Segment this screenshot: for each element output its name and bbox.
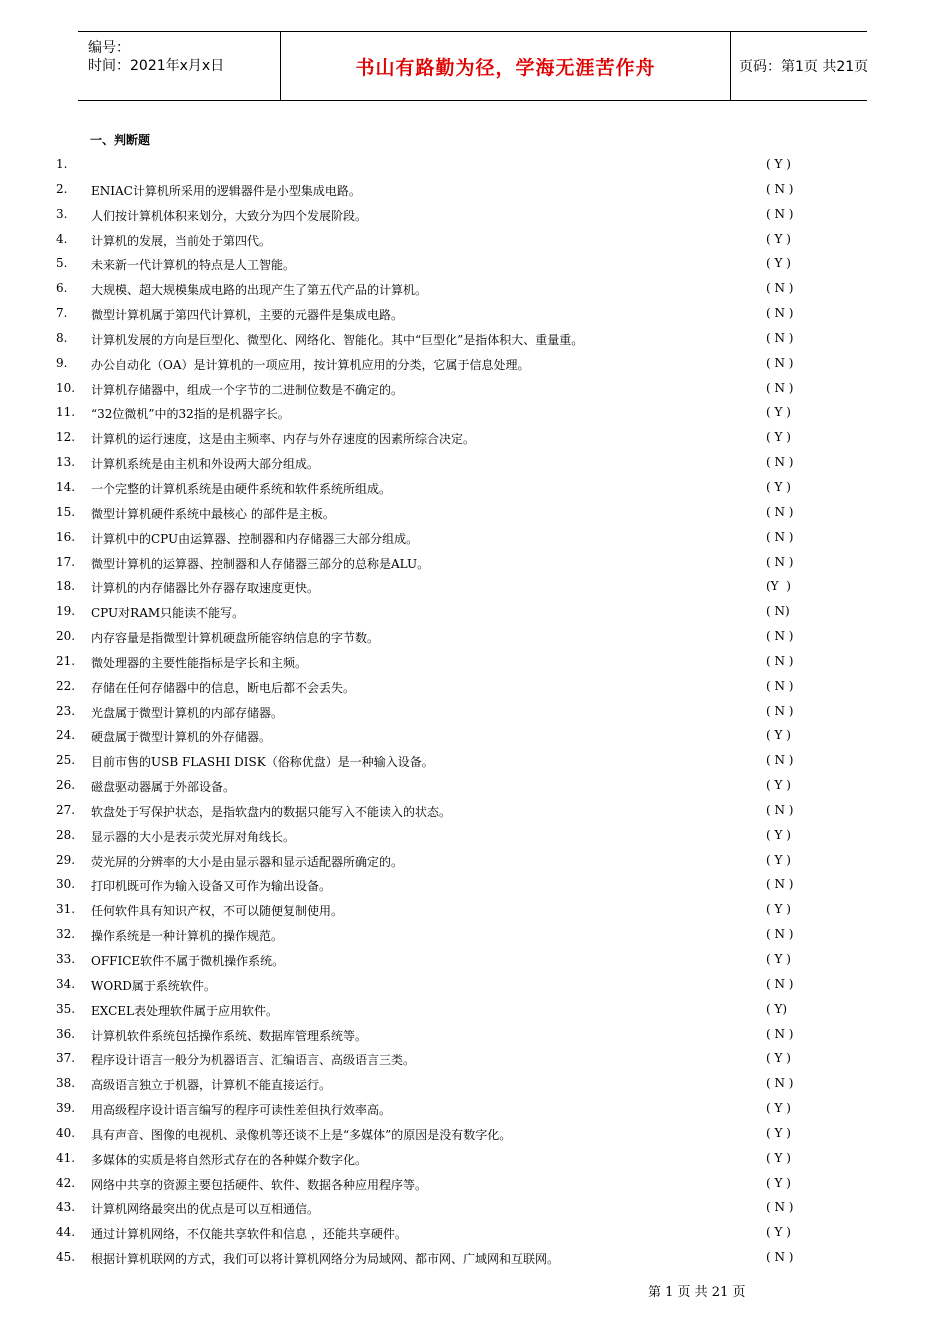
- question-text: 高级语言独立于机器，计算机不能直接运行。: [91, 1078, 332, 1093]
- question-row: [0, 1025, 950, 1050]
- question-text: 目前市售的USB FLASHI DISK（俗称优盘）是一种输入设备。: [91, 755, 434, 770]
- question-answer: ( Y ): [766, 231, 791, 246]
- question-text: 人们按计算机体积来划分，大致分为四个发展阶段。: [91, 208, 368, 223]
- question-text: 具有声音、图像的电视机、录像机等还谈不上是“多媒体”的原因是没有数字化。: [91, 1127, 512, 1142]
- question-number: 28.: [56, 827, 76, 842]
- question-row: [0, 453, 950, 478]
- question-number: 3.: [56, 206, 68, 221]
- question-row: [0, 1000, 950, 1025]
- question-text: 硬盘属于微型计算机的外存储器。: [91, 730, 272, 745]
- question-number: 36.: [56, 1026, 76, 1041]
- question-number: 19.: [56, 604, 76, 619]
- question-answer: ( Y ): [766, 479, 791, 494]
- question-text: OFFICE软件不属于微机操作系统。: [91, 954, 285, 968]
- time-label: 时间：2021年x月x日: [88, 58, 225, 74]
- question-answer: ( N ): [766, 504, 794, 519]
- question-answer: ( N ): [766, 355, 794, 370]
- question-text: 操作系统是一种计算机的操作规范。: [91, 929, 284, 944]
- question-number: 23.: [56, 703, 76, 718]
- question-answer: ( Y ): [766, 952, 791, 966]
- question-text: 计算机的发展，当前处于第四代。: [91, 233, 272, 248]
- question-text: 计算机系统是由主机和外设两大部分组成。: [91, 457, 320, 472]
- question-number: 29.: [56, 852, 76, 867]
- question-text: 多媒体的实质是将自然形式存在的各种媒介数字化。: [91, 1152, 368, 1167]
- question-answer: ( N ): [766, 281, 794, 296]
- question-answer: ( Y ): [766, 1051, 791, 1066]
- question-row: [0, 702, 950, 727]
- question-number: 11.: [56, 405, 76, 420]
- question-number: 18.: [56, 579, 76, 594]
- question-row: [0, 1049, 950, 1074]
- question-number: 40.: [56, 1125, 76, 1140]
- question-number: 30.: [56, 877, 76, 892]
- question-answer: ( N ): [766, 1200, 794, 1215]
- question-number: 37.: [56, 1051, 76, 1066]
- question-number: 15.: [56, 504, 76, 519]
- question-text: 计算机的运行速度，这是由主频率、内存与外存速度的因素所综合决定。: [91, 432, 476, 447]
- question-text: 用高级程序设计语言编写的程序可读性差但执行效率高。: [91, 1103, 392, 1118]
- question-row: [0, 726, 950, 751]
- question-answer: ( N ): [766, 703, 794, 718]
- question-number: 7.: [56, 306, 68, 321]
- question-answer: ( Y ): [766, 1175, 791, 1190]
- page-footer: 第 1 页 共 21 页: [648, 1285, 746, 1300]
- question-text: 办公自动化（OA）是计算机的一项应用，按计算机应用的分类，它属于信息处理。: [91, 357, 530, 372]
- question-answer: ( N): [766, 604, 790, 619]
- question-list: [0, 155, 950, 1273]
- question-row: [0, 975, 950, 1000]
- question-row: [0, 826, 950, 851]
- question-number: 25.: [56, 753, 76, 768]
- question-text: 磁盘驱动器属于外部设备。: [91, 780, 236, 795]
- question-number: 5.: [56, 256, 68, 271]
- question-row: [0, 155, 950, 180]
- question-row: [0, 503, 950, 528]
- question-row: [0, 205, 950, 230]
- question-answer: ( Y ): [766, 430, 791, 445]
- question-answer: ( Y ): [766, 827, 791, 842]
- question-answer: ( Y ): [766, 1101, 791, 1116]
- question-answer: ( N ): [766, 330, 794, 345]
- header-motto-cell: [280, 32, 731, 100]
- question-text: CPU对RAM只能读不能写。: [91, 606, 245, 621]
- question-row: [0, 1223, 950, 1248]
- question-text: 微处理器的主要性能指标是字长和主频。: [91, 655, 308, 670]
- question-text: 未来新一代计算机的特点是人工智能。: [91, 258, 296, 273]
- number-label: 编号：: [88, 40, 130, 56]
- question-answer: ( Y ): [766, 902, 791, 917]
- question-answer: ( N ): [766, 976, 794, 991]
- question-number: 41.: [56, 1150, 76, 1165]
- question-row: [0, 801, 950, 826]
- question-row: [0, 851, 950, 876]
- question-text: 任何软件具有知识产权，不可以随便复制使用。: [91, 904, 344, 919]
- question-text: 计算机存储器中，组成一个字节的二进制位数是不确定的。: [91, 382, 404, 397]
- page-info: 页码：第1页 共21页: [739, 59, 869, 75]
- question-number: 43.: [56, 1200, 76, 1215]
- question-number: 10.: [56, 380, 76, 395]
- question-row: [0, 925, 950, 950]
- question-text: 计算机的内存储器比外存器存取速度更快。: [91, 581, 320, 596]
- question-text: 计算机软件系统包括操作系统、数据库管理系统等。: [91, 1028, 368, 1043]
- question-answer: ( N ): [766, 678, 794, 693]
- question-text: “32位微机”中的32指的是机器字长。: [91, 407, 290, 422]
- question-row: [0, 627, 950, 652]
- question-text: 网络中共享的资源主要包括硬件、软件、数据各种应用程序等。: [91, 1177, 428, 1192]
- question-row: [0, 354, 950, 379]
- question-text: 计算机网络最突出的优点是可以互相通信。: [91, 1202, 320, 1217]
- question-answer: ( Y ): [766, 852, 791, 867]
- question-answer: ( Y ): [766, 1125, 791, 1140]
- question-answer: ( N ): [766, 653, 794, 668]
- motto: 书山有路勤为径，学海无涯苦作舟: [355, 56, 656, 79]
- question-number: 12.: [56, 430, 76, 445]
- question-answer: ( N ): [766, 877, 794, 892]
- question-answer: ( N ): [766, 306, 794, 321]
- question-answer: ( N ): [766, 802, 794, 817]
- question-answer: ( Y ): [766, 405, 791, 420]
- question-text: 根据计算机联网的方式，我们可以将计算机网络分为局域网、都市网、广域网和互联网。: [91, 1252, 560, 1267]
- question-number: 34.: [56, 976, 76, 991]
- question-row: [0, 528, 950, 553]
- question-text: EXCEL表处理软件属于应用软件。: [91, 1003, 279, 1018]
- question-answer: ( N ): [766, 1026, 794, 1041]
- question-number: 21.: [56, 653, 76, 668]
- question-text: 内存容量是指微型计算机硬盘所能容纳信息的字节数。: [91, 631, 380, 646]
- question-text: 荧光屏的分辨率的大小是由显示器和显示适配器所确定的。: [91, 854, 404, 869]
- question-number: 6.: [56, 281, 68, 296]
- question-text: 微型计算机硬件系统中最核心 的部件是主板。: [91, 506, 335, 521]
- question-row: [0, 1198, 950, 1223]
- question-text: 微型计算机的运算器、控制器和人存储器三部分的总称是ALU。: [91, 556, 430, 571]
- question-number: 27.: [56, 802, 76, 817]
- question-answer: ( Y ): [766, 1150, 791, 1165]
- question-answer: ( N ): [766, 181, 794, 196]
- question-row: [0, 180, 950, 205]
- question-row: [0, 900, 950, 925]
- question-number: 4.: [56, 231, 68, 246]
- question-text: WORD属于系统软件。: [91, 978, 216, 993]
- question-text: ENIAC计算机所采用的逻辑器件是小型集成电路。: [91, 183, 361, 198]
- question-row: [0, 230, 950, 255]
- question-row: [0, 379, 950, 404]
- question-number: 14.: [56, 479, 76, 494]
- question-text: 通过计算机网络，不仅能共享软件和信息 ，还能共享硬件。: [91, 1227, 407, 1242]
- question-answer: ( N ): [766, 927, 794, 942]
- question-answer: ( Y ): [766, 1225, 791, 1240]
- question-text: 存储在任何存储器中的信息，断电后都不会丢失。: [91, 680, 356, 695]
- question-answer: ( N ): [766, 554, 794, 569]
- question-row: [0, 875, 950, 900]
- question-answer: ( N ): [766, 1076, 794, 1091]
- question-number: 45.: [56, 1250, 76, 1265]
- question-row: [0, 403, 950, 428]
- question-row: [0, 1149, 950, 1174]
- question-text: 大规模、超大规模集成电路的出现产生了第五代产品的计算机。: [91, 283, 428, 298]
- page-header: [78, 31, 867, 101]
- question-number: 44.: [56, 1225, 76, 1240]
- question-text: 软盘处于写保护状态，是指软盘内的数据只能写入不能读入的状态。: [91, 804, 452, 819]
- question-answer: ( Y ): [766, 778, 791, 793]
- question-answer: ( Y ): [766, 157, 791, 171]
- question-row: [0, 478, 950, 503]
- question-row: [0, 602, 950, 627]
- question-row: [0, 254, 950, 279]
- section-title: 一、判断题: [90, 133, 151, 147]
- question-row: [0, 950, 950, 975]
- question-text: 一个完整的计算机系统是由硬件系统和软件系统所组成。: [91, 481, 392, 496]
- question-answer: ( N ): [766, 529, 794, 544]
- question-number: 2.: [56, 181, 68, 196]
- question-text: 打印机既可作为输入设备又可作为输出设备。: [91, 879, 332, 894]
- question-text: 光盘属于微型计算机的内部存储器。: [91, 705, 284, 720]
- question-number: 22.: [56, 678, 76, 693]
- question-row: [0, 553, 950, 578]
- question-text: 显示器的大小是表示荧光屏对角线长。: [91, 829, 296, 844]
- question-row: [0, 776, 950, 801]
- question-number: 20.: [56, 629, 76, 644]
- question-answer: ( N ): [766, 753, 794, 768]
- question-answer: (Y ): [766, 579, 791, 594]
- question-row: [0, 304, 950, 329]
- question-number: 33.: [56, 952, 76, 966]
- question-number: 13.: [56, 455, 76, 470]
- question-number: 8.: [56, 330, 68, 345]
- question-row: [0, 652, 950, 677]
- question-number: 26.: [56, 778, 76, 793]
- question-number: 32.: [56, 927, 76, 942]
- question-answer: ( Y ): [766, 728, 791, 743]
- question-number: 35.: [56, 1001, 76, 1016]
- question-answer: ( N ): [766, 1250, 794, 1265]
- question-row: [0, 1099, 950, 1124]
- question-row: [0, 1074, 950, 1099]
- header-right-cell: [729, 32, 867, 100]
- question-answer: ( N ): [766, 629, 794, 644]
- question-answer: ( Y): [766, 1001, 788, 1016]
- question-answer: ( N ): [766, 455, 794, 470]
- question-row: [0, 279, 950, 304]
- question-row: [0, 428, 950, 453]
- question-row: [0, 577, 950, 602]
- question-number: 31.: [56, 902, 76, 917]
- question-answer: ( N ): [766, 206, 794, 221]
- question-number: 9.: [56, 355, 68, 370]
- question-text: 微型计算机属于第四代计算机，主要的元器件是集成电路。: [91, 308, 404, 323]
- question-text: 程序设计语言一般分为机器语言、汇编语言、高级语言三类。: [91, 1053, 416, 1068]
- question-number: 1.: [56, 157, 68, 171]
- question-row: [0, 329, 950, 354]
- question-number: 42.: [56, 1175, 76, 1190]
- question-row: [0, 1174, 950, 1199]
- question-number: 24.: [56, 728, 76, 743]
- question-text: 计算机中的CPU由运算器、控制器和内存储器三大部分组成。: [91, 531, 419, 546]
- question-text: 计算机发展的方向是巨型化、微型化、网络化、智能化。其中“巨型化”是指体积大、重量重。: [91, 332, 584, 347]
- question-answer: ( Y ): [766, 256, 791, 271]
- question-row: [0, 1248, 950, 1273]
- header-left-cell: [78, 32, 280, 100]
- question-number: 16.: [56, 529, 76, 544]
- question-number: 17.: [56, 554, 76, 569]
- question-row: [0, 751, 950, 776]
- question-number: 39.: [56, 1101, 76, 1116]
- question-row: [0, 1124, 950, 1149]
- question-answer: ( N ): [766, 380, 794, 395]
- question-number: 38.: [56, 1076, 76, 1091]
- question-row: [0, 677, 950, 702]
